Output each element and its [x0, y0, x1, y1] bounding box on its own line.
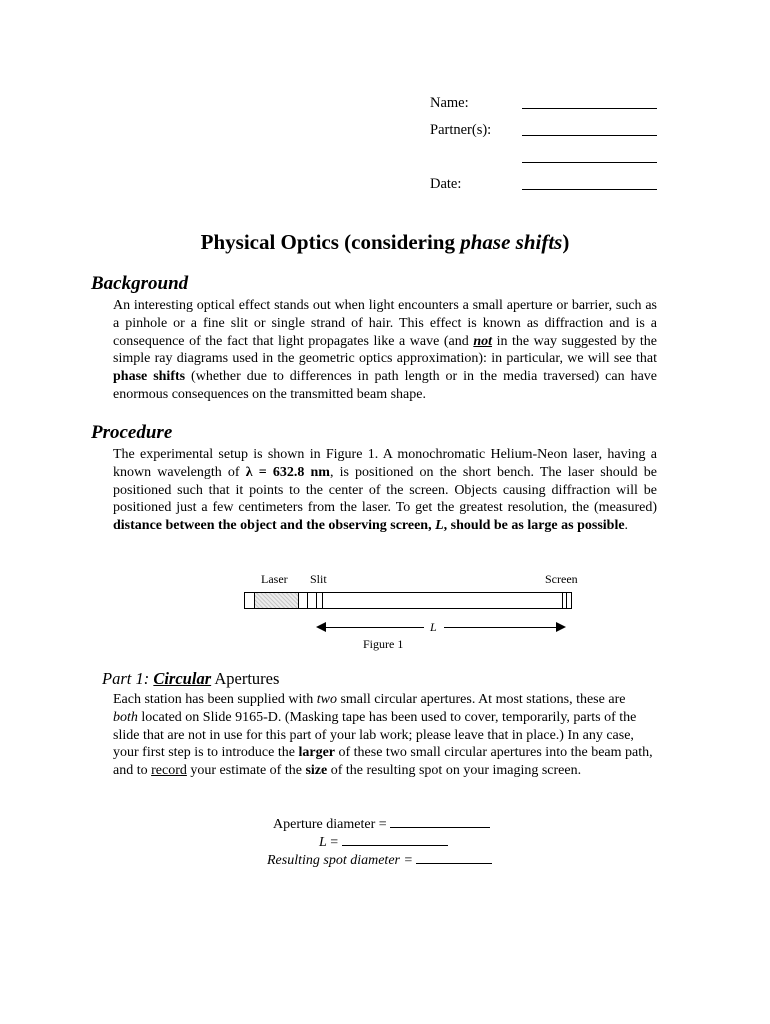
part1-heading: Part 1: Circular Apertures	[102, 669, 280, 688]
page-title: Physical Optics (considering phase shifts)	[200, 230, 570, 254]
spot-diameter-row: Resulting spot diameter =	[267, 852, 492, 870]
slit-label: Slit	[310, 572, 327, 586]
partner-field-2[interactable]	[522, 162, 657, 163]
distance-line-left	[324, 627, 424, 628]
slit-mark	[316, 592, 317, 609]
distance-blank[interactable]	[342, 845, 448, 846]
distance-line-right	[444, 627, 558, 628]
name-label: Name:	[430, 95, 469, 111]
distance-row: L =	[319, 834, 448, 852]
arrow-right-icon	[556, 622, 566, 632]
aperture-diameter-row: Aperture diameter =	[273, 816, 490, 834]
background-paragraph: An interesting optical effect stands out when light encounters a small aperture or barrier, such as a pinhole or a fine slit or single strand of hair. This effect is known as diffraction and is a consequence of the fact that light propagates like a wave (and not in the way suggested by the simple ray diagrams used in the geometric optics approximation): in particular, we will see that phase shifts (whether due to differences in path length or in the media traversed) can have enormous consequences on the transmitted beam shape.	[113, 298, 657, 402]
partners-label: Partner(s):	[430, 122, 492, 138]
laser-edge-left	[254, 592, 255, 609]
name-field[interactable]	[522, 108, 657, 109]
background-heading: Background	[91, 273, 189, 294]
laser-label: Laser	[261, 572, 288, 586]
partner-field-1[interactable]	[522, 135, 657, 136]
procedure-paragraph: The experimental setup is shown in Figure 1. A monochromatic Helium-Neon laser, having a known wavelength of λ = 632.8 nm, is positioned on the short bench. The laser should be positioned such that it points to the center of the screen. Objects causing diffraction will be positioned just a few centimeters from the laser. To get the greatest resolution, the (measured) distance between the object and the observing screen, L, should be as large as possible.	[113, 447, 657, 534]
spot-diameter-blank[interactable]	[416, 863, 492, 864]
screen-mark-right	[566, 592, 567, 609]
date-field[interactable]	[522, 189, 657, 190]
slit-holder-left	[307, 592, 308, 609]
laser-edge-right	[298, 592, 299, 609]
laser-block	[254, 593, 298, 608]
screen-mark-left	[562, 592, 563, 609]
procedure-heading: Procedure	[91, 422, 173, 443]
date-label: Date:	[430, 176, 462, 192]
part1-paragraph: Each station has been supplied with two small circular apertures. At most stations, these are both located on Slide 9165-D. (Masking tape has been used to cover, temporarily, parts of the slide that are not in use for this part of your lab work; please leave that in place.) In any case, your first step is to introduce the larger of these two small circular apertures into the beam path, and to record your estimate of the size of the resulting spot on your imaging screen.	[113, 692, 653, 779]
slit-holder-right	[322, 592, 323, 609]
distance-label: L	[430, 620, 437, 634]
aperture-diameter-blank[interactable]	[390, 827, 490, 828]
screen-label: Screen	[545, 572, 578, 586]
figure-caption: Figure 1	[363, 637, 404, 651]
